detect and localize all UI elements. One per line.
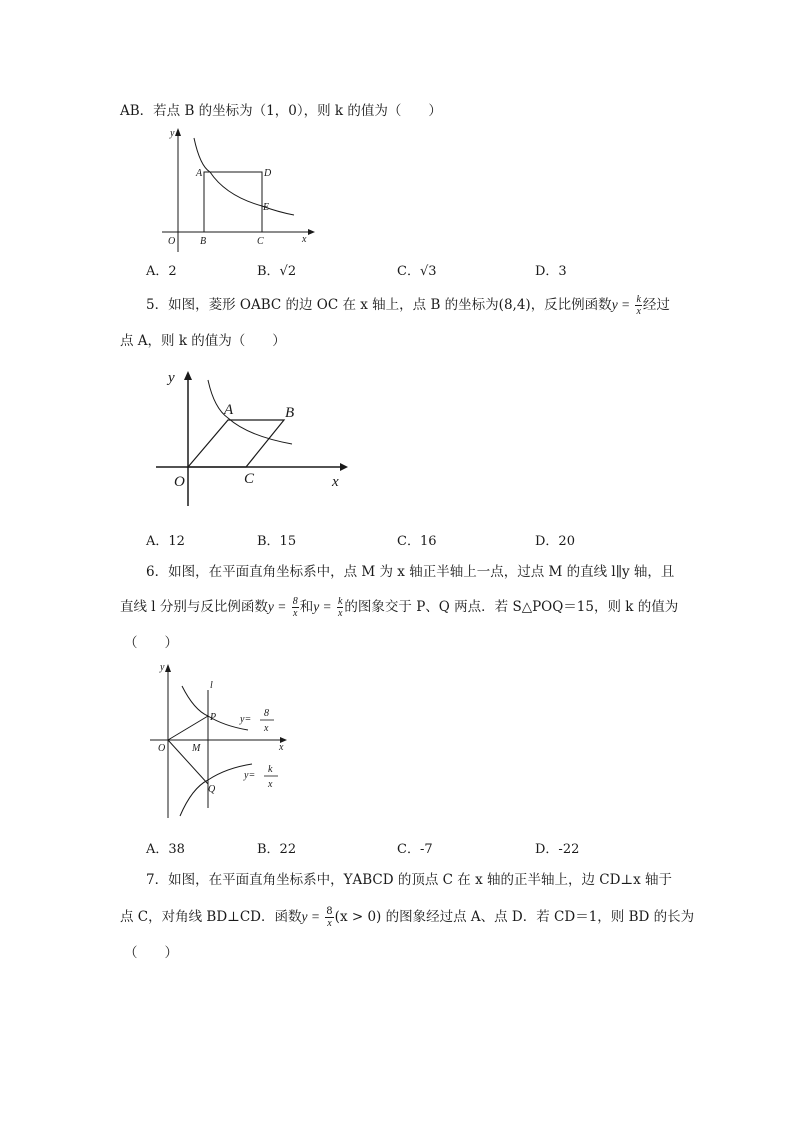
q6-line2	[120, 596, 678, 619]
q6-option-d[interactable]: D．-22	[535, 842, 580, 857]
q6-segment-oq	[168, 740, 208, 784]
q6-figure	[148, 658, 298, 827]
q5-figure	[150, 364, 360, 513]
q5-label-y: y	[168, 370, 175, 386]
q5-text-a: 5．如图，菱形 OABC 的边 OC 在 x 轴上，点 B 的坐标为	[146, 297, 499, 313]
q6-fraction-1	[292, 596, 299, 619]
q7-f-den: x	[327, 918, 332, 929]
q5-text-c: 经过	[642, 297, 670, 313]
q7-line2	[120, 906, 694, 929]
q5-text-b: ，反比例函数	[530, 297, 612, 313]
q6-label-q: Q	[208, 784, 216, 795]
q5-label-o: O	[174, 474, 185, 490]
q6-option-c[interactable]: C．-7	[397, 842, 433, 857]
q4-option-d[interactable]: D．3	[535, 264, 567, 279]
q4-label-o: O	[168, 236, 176, 247]
q4-label-e: E	[263, 202, 270, 213]
q6-label-p: P	[210, 712, 217, 723]
q4-stem: AB．若点 B 的坐标为（1，0），则 k 的值为（ ）	[120, 103, 442, 119]
q5-option-b[interactable]: B．15	[257, 534, 297, 549]
q7-line3: （ ）	[124, 945, 178, 961]
q6-label-m: M	[192, 743, 201, 754]
q6-text-c: 的图象交于 P、Q 两点．若 S△POQ＝15，则 k 的值为	[344, 599, 679, 615]
q4-figure	[148, 124, 318, 258]
q6-label-f2-den: x	[268, 779, 273, 790]
q5-fraction	[635, 294, 641, 317]
q4-option-b[interactable]: B．√2	[257, 264, 297, 279]
q5-label-x: x	[332, 474, 339, 490]
q6-line1: 6．如图，在平面直角坐标系中，点 M 为 x 轴正半轴上一点，过点 M 的直线 l∥y 轴，且	[146, 564, 675, 580]
q6-f1-num: 8	[292, 596, 298, 607]
q7-fraction	[325, 906, 333, 929]
q4-label-d: D	[264, 168, 272, 179]
q5-rhombus	[188, 420, 284, 467]
q4-option-c[interactable]: C．√3	[397, 264, 437, 279]
q6-fraction-2	[337, 596, 343, 619]
q5-label-b: B	[285, 405, 295, 421]
q4-label-y: y	[170, 128, 175, 139]
q7-f-y: y =	[301, 909, 320, 924]
q6-label-f2-num: k	[268, 764, 273, 775]
q6-label-l: l	[210, 680, 213, 691]
q5-func-y: y =	[611, 297, 631, 312]
q5-frac-num: k	[636, 294, 641, 305]
q6-f2-y: y =	[313, 599, 332, 614]
q5-option-c[interactable]: C．16	[397, 534, 437, 549]
q6-f1-y: y =	[267, 599, 287, 614]
q7-line1: 7．如图，在平面直角坐标系中，ΥABCD 的顶点 C 在 x 轴的正半轴上，边 CD⊥x 轴于	[146, 872, 673, 888]
q7-f-num: 8	[326, 906, 333, 917]
q5-coord: (8,4)	[498, 297, 531, 313]
q6-f2-num: k	[337, 596, 343, 607]
q4-square	[204, 172, 262, 232]
q4-curve	[194, 138, 294, 215]
q6-segment-op	[168, 716, 208, 740]
q5-frac-den: x	[636, 306, 641, 317]
q6-text-a: 直线 l 分别与反比例函数	[120, 599, 268, 615]
q5-option-d[interactable]: D．20	[535, 534, 575, 549]
q6-f2-den: x	[337, 608, 343, 619]
q7-text-b: (x > 0) 的图象经过点 A、点 D．若 CD＝1，则 BD 的长为	[334, 909, 695, 925]
q6-option-b[interactable]: B．22	[257, 842, 297, 857]
q7-text-a: 点 C，对角线 BD⊥CD．函数	[120, 909, 302, 925]
q6-curve-1	[182, 686, 248, 730]
q4-label-c: C	[257, 236, 264, 247]
q6-curve-2	[180, 764, 252, 816]
q6-f1-den: x	[292, 608, 298, 619]
q5-line1	[146, 294, 670, 317]
q6-label-f1-den: x	[264, 723, 269, 734]
q6-label-f1-num: 8	[264, 708, 269, 719]
q4-option-a[interactable]: A．2	[146, 264, 177, 279]
q6-label-f1: y=	[240, 714, 252, 725]
q6-line3: （ ）	[124, 635, 178, 651]
q6-label-f2: y=	[244, 770, 256, 781]
q6-label-o: O	[158, 743, 166, 754]
q4-label-a: A	[196, 168, 203, 179]
q5-label-c: C	[244, 471, 255, 487]
q5-option-a[interactable]: A．12	[146, 534, 185, 549]
q6-label-x: x	[279, 742, 284, 753]
q4-label-x: x	[302, 234, 307, 245]
q5-curve	[208, 380, 295, 444]
q5-line2: 点 A，则 k 的值为（ ）	[120, 333, 286, 349]
q6-text-b: 和	[299, 599, 314, 615]
q5-label-a: A	[224, 402, 234, 418]
q4-label-b: B	[200, 236, 207, 247]
q6-option-a[interactable]: A．38	[146, 842, 185, 857]
q6-label-y: y	[160, 662, 165, 673]
